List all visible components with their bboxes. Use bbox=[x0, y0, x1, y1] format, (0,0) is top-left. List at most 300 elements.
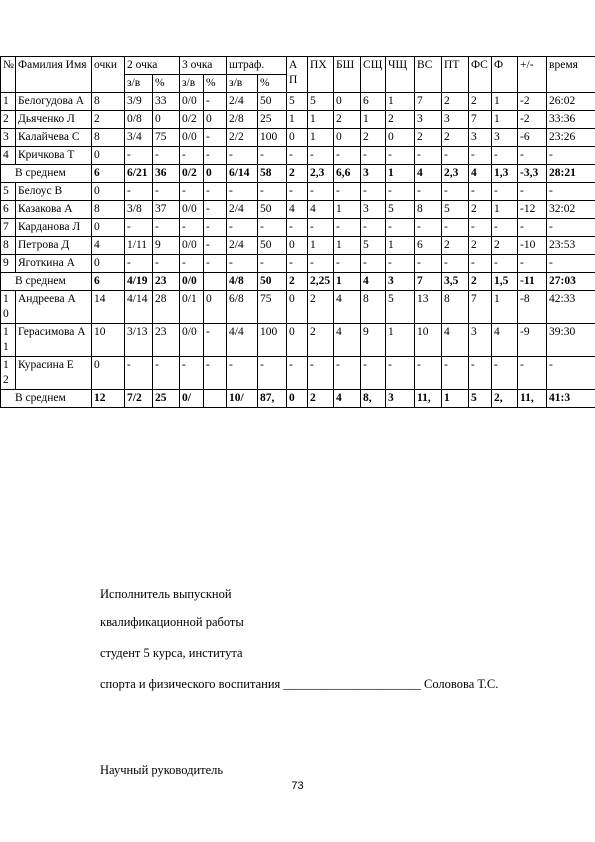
table-cell: - bbox=[442, 147, 469, 165]
table-cell: -12 bbox=[518, 201, 547, 219]
table-cell: - bbox=[415, 357, 442, 390]
table-cell: - bbox=[125, 147, 153, 165]
table-cell: 0/2 bbox=[180, 165, 204, 183]
table-cell: - bbox=[153, 357, 180, 390]
table-cell: - bbox=[204, 129, 227, 147]
column-header: 2 очка bbox=[125, 57, 180, 75]
table-cell: 33 bbox=[153, 93, 180, 111]
table-cell: 4/14 bbox=[125, 291, 153, 324]
table-cell: 6/8 bbox=[227, 291, 258, 324]
table-cell: 0 bbox=[386, 129, 415, 147]
table-cell: 28:21 bbox=[547, 165, 595, 183]
table-cell: - bbox=[308, 183, 334, 201]
table-cell: 1 bbox=[492, 201, 518, 219]
table-cell: -2 bbox=[518, 111, 547, 129]
table-cell: 1 bbox=[492, 111, 518, 129]
table-cell: 3 bbox=[415, 111, 442, 129]
table-cell: 5 bbox=[386, 291, 415, 324]
table-cell: 1 bbox=[308, 129, 334, 147]
player-stats-table bbox=[0, 56, 595, 408]
table-cell: 4 bbox=[1, 147, 16, 165]
table-cell: Кричкова Т bbox=[16, 147, 92, 165]
table-cell: 3/8 bbox=[125, 201, 153, 219]
column-subheader: з/в bbox=[227, 75, 258, 93]
table-cell: 7 bbox=[415, 93, 442, 111]
table-cell: 7/2 bbox=[125, 390, 153, 408]
table-cell: 4 bbox=[334, 291, 361, 324]
average-row bbox=[1, 165, 595, 183]
column-subheader: % bbox=[204, 75, 227, 93]
player-row bbox=[1, 324, 595, 357]
table-cell: - bbox=[386, 147, 415, 165]
header-row bbox=[1, 57, 595, 75]
table-cell: 8 bbox=[92, 129, 125, 147]
table-cell: - bbox=[204, 237, 227, 255]
table-cell: - bbox=[227, 255, 258, 273]
table-cell: 1 bbox=[492, 291, 518, 324]
table-cell: - bbox=[287, 219, 308, 237]
table-cell: 23 bbox=[153, 273, 180, 291]
table-cell: 6 bbox=[415, 237, 442, 255]
player-row bbox=[1, 147, 595, 165]
author-line-3: студент 5 курса, института bbox=[100, 646, 243, 660]
table-cell: 75 bbox=[258, 291, 287, 324]
table-cell: 3 bbox=[1, 129, 16, 147]
table-cell: - bbox=[180, 219, 204, 237]
table-cell: - bbox=[518, 255, 547, 273]
table-cell: 3 bbox=[469, 129, 492, 147]
table-cell: 2 bbox=[1, 111, 16, 129]
table-cell: 13 bbox=[415, 291, 442, 324]
supervisor-label: Научный руководитель bbox=[100, 763, 224, 777]
table-cell: 11 bbox=[1, 324, 16, 357]
table-cell: 3 bbox=[361, 201, 386, 219]
table-cell: - bbox=[334, 357, 361, 390]
table-cell: 11, bbox=[518, 390, 547, 408]
table-cell: - bbox=[547, 147, 595, 165]
table-cell: 3/4 bbox=[125, 129, 153, 147]
table-cell: 2 bbox=[334, 111, 361, 129]
table-cell: Белогудова А bbox=[16, 93, 92, 111]
table-cell: - bbox=[204, 219, 227, 237]
table-cell: 87, bbox=[258, 390, 287, 408]
table-cell: 6 bbox=[361, 93, 386, 111]
table-cell: 33:36 bbox=[547, 111, 595, 129]
table-cell: 3 bbox=[386, 390, 415, 408]
table-cell: 9 bbox=[1, 255, 16, 273]
table-cell: 5 bbox=[1, 183, 16, 201]
table-cell: 3 bbox=[492, 129, 518, 147]
average-row bbox=[1, 390, 595, 408]
author-line-2: квалификационной работы bbox=[100, 615, 244, 629]
player-row bbox=[1, 219, 595, 237]
table-cell: - bbox=[125, 255, 153, 273]
table-cell: 3 bbox=[361, 165, 386, 183]
table-cell: 4 bbox=[308, 201, 334, 219]
table-cell: 1 bbox=[334, 237, 361, 255]
table-cell: 2,25 bbox=[308, 273, 334, 291]
table-cell: 2/8 bbox=[227, 111, 258, 129]
table-cell: 2 bbox=[361, 129, 386, 147]
table-cell: - bbox=[492, 147, 518, 165]
table-body bbox=[1, 57, 595, 408]
table-cell: Андреева А bbox=[16, 291, 92, 324]
table-cell: - bbox=[204, 324, 227, 357]
table-cell: 5 bbox=[469, 390, 492, 408]
table-cell: 0 bbox=[92, 357, 125, 390]
table-cell: - bbox=[258, 255, 287, 273]
table-cell: - bbox=[308, 219, 334, 237]
player-row bbox=[1, 129, 595, 147]
table-cell: - bbox=[287, 147, 308, 165]
table-cell: 4 bbox=[334, 390, 361, 408]
table-cell: Яготкина А bbox=[16, 255, 92, 273]
table-cell: 50 bbox=[258, 201, 287, 219]
table-cell: 23:26 bbox=[547, 129, 595, 147]
table-cell: - bbox=[125, 357, 153, 390]
table-cell: 4 bbox=[361, 273, 386, 291]
table-cell: - bbox=[518, 183, 547, 201]
table-cell: 0/ bbox=[180, 390, 204, 408]
table-cell: 2 bbox=[415, 129, 442, 147]
table-cell: 2,3 bbox=[442, 165, 469, 183]
table-cell: Дьяченко Л bbox=[16, 111, 92, 129]
table-cell: - bbox=[227, 183, 258, 201]
table-cell: - bbox=[469, 255, 492, 273]
table-cell: - bbox=[518, 147, 547, 165]
table-cell: Петрова Д bbox=[16, 237, 92, 255]
table-cell: - bbox=[180, 255, 204, 273]
table-cell: 0 bbox=[287, 129, 308, 147]
table-cell: 4/19 bbox=[125, 273, 153, 291]
column-header: Фамилия Имя bbox=[16, 57, 92, 93]
table-cell: 7 bbox=[469, 111, 492, 129]
table-cell: - bbox=[386, 255, 415, 273]
table-cell: 4 bbox=[334, 324, 361, 357]
average-label: В среднем bbox=[1, 273, 92, 291]
table-cell: -6 bbox=[518, 129, 547, 147]
table-cell: 25 bbox=[153, 390, 180, 408]
table-cell: 8, bbox=[361, 390, 386, 408]
table-cell: - bbox=[469, 147, 492, 165]
table-cell: 5 bbox=[308, 93, 334, 111]
table-cell: 0/2 bbox=[180, 111, 204, 129]
column-subheader: з/в bbox=[180, 75, 204, 93]
table-cell: - bbox=[334, 183, 361, 201]
table-cell: 0 bbox=[204, 291, 227, 324]
table-cell: 9 bbox=[153, 237, 180, 255]
table-cell: 42:33 bbox=[547, 291, 595, 324]
table-cell: 2/4 bbox=[227, 93, 258, 111]
table-cell: 4/8 bbox=[227, 273, 258, 291]
table-cell: 4 bbox=[287, 201, 308, 219]
table-cell: 3,5 bbox=[442, 273, 469, 291]
table-cell: - bbox=[287, 255, 308, 273]
table-cell: 100 bbox=[258, 129, 287, 147]
table-cell: - bbox=[415, 255, 442, 273]
column-header: ФС bbox=[469, 57, 492, 93]
table-cell: Белоус В bbox=[16, 183, 92, 201]
table-cell: 6 bbox=[1, 201, 16, 219]
table-cell: 0/0 bbox=[180, 273, 204, 291]
table-cell: - bbox=[258, 357, 287, 390]
column-header: АП bbox=[287, 57, 308, 93]
table-cell: 2 bbox=[308, 324, 334, 357]
table-cell: 2,3 bbox=[308, 165, 334, 183]
table-cell: 3/13 bbox=[125, 324, 153, 357]
table-cell: 0 bbox=[92, 147, 125, 165]
author-line-1: Исполнитель выпускной bbox=[100, 587, 232, 601]
table-cell: 6 bbox=[92, 165, 125, 183]
player-row bbox=[1, 111, 595, 129]
table-cell: - bbox=[442, 219, 469, 237]
table-cell: 2 bbox=[308, 390, 334, 408]
table-cell: - bbox=[547, 219, 595, 237]
table-cell: 0 bbox=[334, 129, 361, 147]
table-cell: 1 bbox=[287, 111, 308, 129]
table-cell: 39:30 bbox=[547, 324, 595, 357]
table-cell: 0 bbox=[287, 237, 308, 255]
table-cell: 2 bbox=[469, 93, 492, 111]
table-cell: 2 bbox=[469, 237, 492, 255]
table-cell: 4 bbox=[469, 165, 492, 183]
table-cell: -2 bbox=[518, 93, 547, 111]
table-cell: 0/0 bbox=[180, 129, 204, 147]
table-cell: 2 bbox=[442, 237, 469, 255]
table-cell: - bbox=[204, 147, 227, 165]
table-cell: 7 bbox=[415, 273, 442, 291]
table-cell: - bbox=[469, 357, 492, 390]
table-cell: - bbox=[204, 201, 227, 219]
table-cell: Калайчева С bbox=[16, 129, 92, 147]
table-cell: - bbox=[204, 183, 227, 201]
table-cell: 8 bbox=[415, 201, 442, 219]
table-cell: 0 bbox=[204, 111, 227, 129]
table-cell: 0 bbox=[287, 390, 308, 408]
table-cell: -11 bbox=[518, 273, 547, 291]
author-signature-line: спорта и физического воспитания ______________________ Соловова Т.С. bbox=[100, 677, 499, 691]
table-cell: 8 bbox=[92, 201, 125, 219]
table-cell: - bbox=[442, 255, 469, 273]
table-cell: 7 bbox=[469, 291, 492, 324]
column-header: ПТ bbox=[442, 57, 469, 93]
table-cell: - bbox=[361, 357, 386, 390]
table-cell: 37 bbox=[153, 201, 180, 219]
table-cell: 1,3 bbox=[492, 165, 518, 183]
table-cell: 1 bbox=[386, 93, 415, 111]
column-header: очки bbox=[92, 57, 125, 93]
table-cell: 8 bbox=[92, 93, 125, 111]
table-cell: 0/0 bbox=[180, 201, 204, 219]
table-cell: - bbox=[180, 147, 204, 165]
table-cell: 0 bbox=[92, 183, 125, 201]
table-cell: 4/4 bbox=[227, 324, 258, 357]
table-cell: 75 bbox=[153, 129, 180, 147]
table-cell: - bbox=[227, 357, 258, 390]
table-cell: 1 bbox=[492, 93, 518, 111]
table-cell: 8 bbox=[361, 291, 386, 324]
table-cell: 2 bbox=[386, 111, 415, 129]
table-cell: 2 bbox=[442, 93, 469, 111]
table-cell: 3 bbox=[386, 273, 415, 291]
table-cell: 1 bbox=[334, 201, 361, 219]
table-cell: 1 bbox=[361, 111, 386, 129]
table-cell: Казакова А bbox=[16, 201, 92, 219]
table-cell: - bbox=[125, 183, 153, 201]
table-cell: 1 bbox=[308, 111, 334, 129]
table-cell: - bbox=[204, 93, 227, 111]
table-cell: 0/1 bbox=[180, 291, 204, 324]
column-header: ЧЩ bbox=[386, 57, 415, 93]
column-header: штраф. bbox=[227, 57, 287, 75]
table-cell: Герасимова А bbox=[16, 324, 92, 357]
column-subheader: % bbox=[153, 75, 180, 93]
table-cell: - bbox=[361, 219, 386, 237]
table-cell: - bbox=[308, 147, 334, 165]
table-cell: 2 bbox=[442, 129, 469, 147]
table-cell: 58 bbox=[258, 165, 287, 183]
table-cell: - bbox=[153, 183, 180, 201]
table-cell: 2 bbox=[469, 273, 492, 291]
table-cell: 2/4 bbox=[227, 201, 258, 219]
column-header: БШ bbox=[334, 57, 361, 93]
table-cell: 2 bbox=[287, 273, 308, 291]
player-row bbox=[1, 93, 595, 111]
table-cell: 12 bbox=[1, 357, 16, 390]
average-label: В среднем bbox=[1, 165, 92, 183]
table-cell: 4 bbox=[92, 237, 125, 255]
column-header: время bbox=[547, 57, 595, 93]
table-cell: - bbox=[442, 357, 469, 390]
table-cell: 0 bbox=[287, 291, 308, 324]
table-cell: 50 bbox=[258, 237, 287, 255]
table-cell: 11, bbox=[415, 390, 442, 408]
player-row bbox=[1, 255, 595, 273]
table-cell: - bbox=[415, 147, 442, 165]
table-cell: 2, bbox=[492, 390, 518, 408]
table-cell: - bbox=[361, 255, 386, 273]
table-cell: 1 bbox=[334, 273, 361, 291]
table-cell: - bbox=[361, 147, 386, 165]
table-cell: 3 bbox=[469, 324, 492, 357]
table-cell: - bbox=[153, 255, 180, 273]
column-subheader: % bbox=[258, 75, 287, 93]
table-cell: - bbox=[547, 255, 595, 273]
average-row bbox=[1, 273, 595, 291]
table-cell: - bbox=[227, 147, 258, 165]
table-cell: 0/0 bbox=[180, 324, 204, 357]
table-cell bbox=[204, 273, 227, 291]
table-cell: - bbox=[547, 357, 595, 390]
table-cell: - bbox=[518, 357, 547, 390]
table-cell: 50 bbox=[258, 273, 287, 291]
table-cell: - bbox=[204, 255, 227, 273]
table-cell: 1 bbox=[1, 93, 16, 111]
table-cell: - bbox=[492, 255, 518, 273]
table-cell: 1 bbox=[308, 237, 334, 255]
table-cell: 2/2 bbox=[227, 129, 258, 147]
table-cell: 7 bbox=[1, 219, 16, 237]
column-header: ПХ bbox=[308, 57, 334, 93]
table-cell: - bbox=[308, 357, 334, 390]
table-cell: - bbox=[492, 357, 518, 390]
table-cell: 25 bbox=[258, 111, 287, 129]
table-cell: Курасина Е bbox=[16, 357, 92, 390]
table-cell: 1 bbox=[442, 390, 469, 408]
table-cell: 8 bbox=[442, 291, 469, 324]
table-cell: 0/0 bbox=[180, 93, 204, 111]
table-cell: 10 bbox=[415, 324, 442, 357]
page-number: 73 bbox=[291, 780, 304, 792]
table-cell: 27:03 bbox=[547, 273, 595, 291]
table-cell: 23:53 bbox=[547, 237, 595, 255]
table-cell: 0 bbox=[334, 93, 361, 111]
column-subheader: з/в bbox=[125, 75, 153, 93]
table-cell: 0/8 bbox=[125, 111, 153, 129]
table-cell: - bbox=[287, 183, 308, 201]
table-cell: 0 bbox=[287, 324, 308, 357]
table-cell: 5 bbox=[287, 93, 308, 111]
column-header: 3 очка bbox=[180, 57, 227, 75]
table-cell: - bbox=[287, 357, 308, 390]
table-cell: 6 bbox=[92, 273, 125, 291]
table-cell: 10 bbox=[92, 324, 125, 357]
player-row bbox=[1, 237, 595, 255]
table-cell: 1 bbox=[386, 165, 415, 183]
average-label: В среднем bbox=[1, 390, 92, 408]
column-header: ВС bbox=[415, 57, 442, 93]
table-cell: 2 bbox=[469, 201, 492, 219]
table-cell: - bbox=[308, 255, 334, 273]
table-cell: - bbox=[518, 219, 547, 237]
table-cell: - bbox=[415, 219, 442, 237]
table-cell: 32:02 bbox=[547, 201, 595, 219]
table-cell: - bbox=[258, 183, 287, 201]
column-header: № bbox=[1, 57, 16, 93]
table-cell: 6/14 bbox=[227, 165, 258, 183]
table-cell: 10/ bbox=[227, 390, 258, 408]
table-cell: - bbox=[258, 219, 287, 237]
table-cell: - bbox=[334, 255, 361, 273]
table-cell: 4 bbox=[492, 324, 518, 357]
table-cell: 5 bbox=[442, 201, 469, 219]
table-cell: 6/21 bbox=[125, 165, 153, 183]
table-cell: 0 bbox=[153, 111, 180, 129]
table-cell: 8 bbox=[1, 237, 16, 255]
table-cell: - bbox=[227, 219, 258, 237]
table-cell: - bbox=[334, 219, 361, 237]
table-cell: 3/9 bbox=[125, 93, 153, 111]
table-cell: - bbox=[125, 219, 153, 237]
table-cell: 12 bbox=[92, 390, 125, 408]
table-cell: 2 bbox=[287, 165, 308, 183]
table-cell: 28 bbox=[153, 291, 180, 324]
table-cell: 2 bbox=[308, 291, 334, 324]
table-cell: - bbox=[334, 147, 361, 165]
table-cell: 0 bbox=[92, 219, 125, 237]
table-cell: 6,6 bbox=[334, 165, 361, 183]
column-header: +/- bbox=[518, 57, 547, 93]
table-cell: 36 bbox=[153, 165, 180, 183]
table-cell: 9 bbox=[361, 324, 386, 357]
table-cell: - bbox=[258, 147, 287, 165]
table-cell: 0 bbox=[92, 255, 125, 273]
player-row bbox=[1, 357, 595, 390]
column-header: СЩ bbox=[361, 57, 386, 93]
table-cell: 3 bbox=[442, 111, 469, 129]
table-cell: - bbox=[153, 147, 180, 165]
table-cell: - bbox=[153, 219, 180, 237]
